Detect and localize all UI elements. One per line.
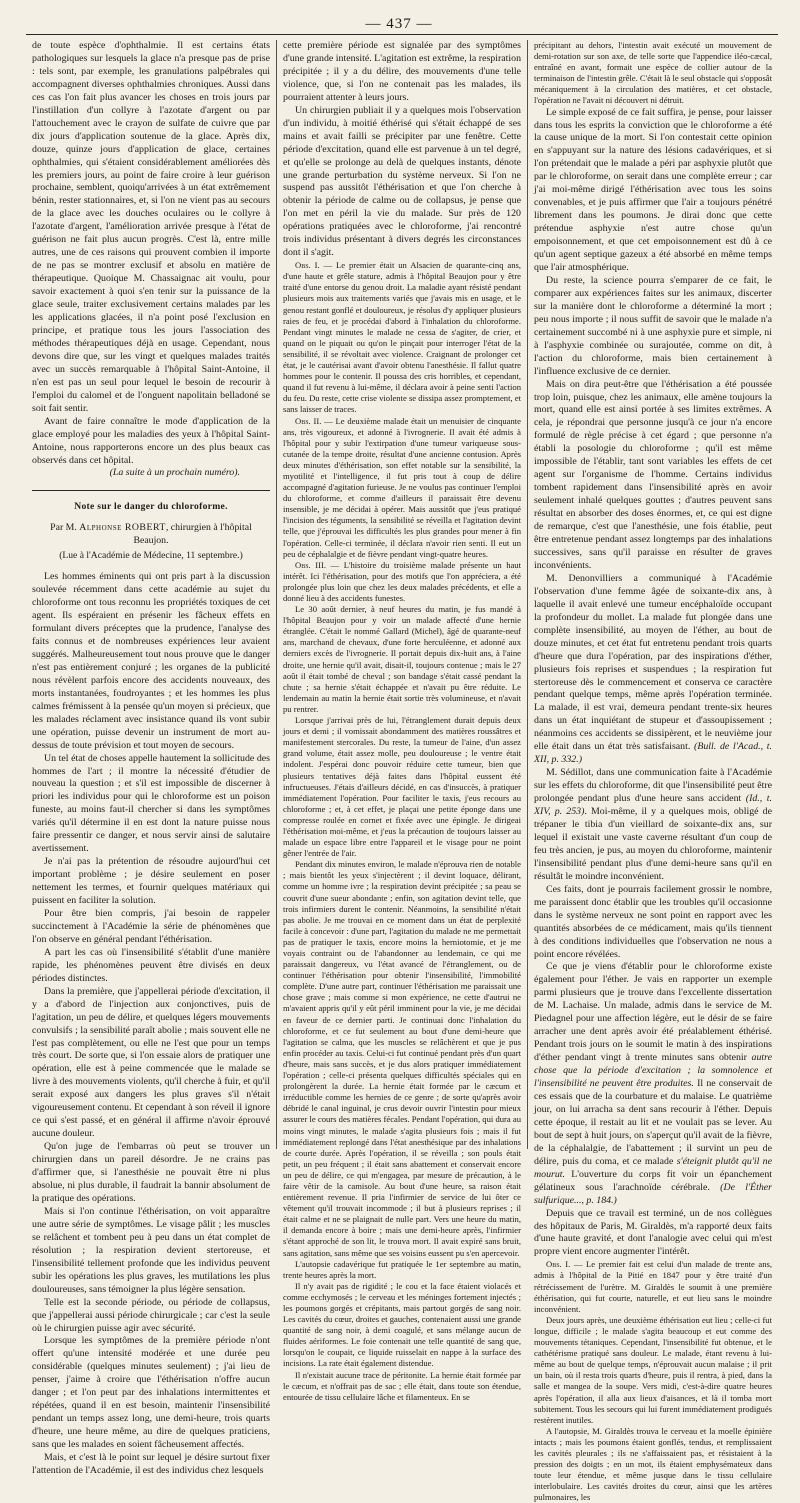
page-number: — 437 — [365,16,433,32]
paragraph: Je n'ai pas la prétention de résoudre aujourd'hui cet important problème ; je désire seulement en poser nettement les termes, et fournir quelques matériaux qui puissent en faciliter la solution. [32,856,270,907]
header-rule [26,34,778,35]
paragraph [534,961,772,1207]
paragraph: Le simple exposé de ce fait suffira, je pense, pour laisser dans tous les esprits la conviction que le chloroforme a été la cause unique de la mort. Si l'on contestait cette opinion en s'appuyant sur la nature des lésions cadavériques, et si l'on prétendait que le malade a péri par asphyxie plutôt que par le chloroforme, on serait dans une complète erreur ; car j'ai moi-même dirigé l'éthérisation avec tous les soins convenables, et je puis affirmer que l'air a toujours pénétré librement dans les poumons. Je dirai donc que cette prétendue asphyxie n'est autre chose qu'un empoisonnement, et que cet empoisonnement est dû à ce qu'un agent septique gazeux a été absorbé en même temps que l'air atmosphérique. [534,106,772,273]
observation-text: — Le premier était un Alsacien de quarante-cinq ans, d'une haute et grêle stature, admis à l'hôpital Beaujon pour y être traité d'une entorse du genou droit. La maladie ayant résisté pendant plusieurs mois aux traitements variés que j'avais mis en usage, et le genou restant gonflé et douloureux, je résolus d'y appliquer plusieurs raies de feu, et je procédai d'abord à l'inhalation du chloroforme. Pendant vingt minutes le malade ne cessa de s'agiter, de crier, et quand on le piquait ou qu'on le pinçait pour interroger l'état de la sensibilité, il se révoltait avec violence. Craignant de prolonger cet état, je le cautérisai avant d'avoir obtenu l'anesthésie. Il fallut quatre hommes pour le contenir. Il poussa des cris horribles, et cependant, quand il fut revenu à lui-même, il déclara avoir à peine senti l'action du feu. Du reste, cette crise violente se dissipa assez promptement, et sans laisser de traces. [283,260,521,415]
paragraph: Il n'existait aucune trace de péritonite. La hernie était formée par le cæcum, et n'offrait pas de sac ; elle était, dans toute son étendue, entourée de tissu cellulaire lâche et filamenteux. En se [283,1369,521,1402]
paragraph-text: Il ne conservait de ces essais que de la courbature et du malaise. Le quatrième jour, on lui arracha sa dent sans recourir à l'éther. Depuis cette époque, il restait au lit et ne voulait pas se lever. Au bout de sept à huit jours, on s'aperçut qu'il avait de la fièvre, de la céphalalgie, de l'abattement ; il survint un peu de délire, puis du coma, et ce malade [534,1078,772,1167]
paragraph: Mais si l'on continue l'éthérisation, on voit apparaître une autre série de symptômes. Le visage pâlit ; les muscles se relâchent et tombent peu à peu dans un état complet de résolution ; la respiration devient stertoreuse, et l'insensibilité tellement profonde que les individus peuvent subir les opérations les plus graves, les mutilations les plus douloureuses, sans témoigner la plus légère sensation. [32,1205,270,1295]
paragraph-text: Ce que je viens d'établir pour le chloroforme existe également pour l'éther. Je vais en rapporter un exemple parmi plusieurs que je trouve dans l'excellente dissertation de M. Lachaise. Un malade, admis dans le service de M. Piedagnel pour une affection légère, eut le désir de se faire arracher une dent après avoir été préalablement éthérisé. Pendant trois jours on le soumit le matin à des inspirations d'éther pendant vingt à trente minutes sans obtenir [534,961,772,1064]
paragraph: Pour être bien compris, j'ai besoin de rappeler succinctement à l'Académie la série de phénomènes que l'on observe en général pendant l'éthérisation. [32,908,270,945]
observation-heading: Obs. II. [295,415,322,426]
paragraph: L'autopsie cadavérique fut pratiquée le 1er septembre au matin, trente heures après la mort. [283,1258,521,1280]
paragraph: A part les cas où l'insensibilité s'établit d'une manière rapide, les phénomènes peuvent être divisés en deux périodes distinctes. [32,946,270,984]
observation [534,1259,772,1314]
continued-note: (La suite à un prochain numéro). [109,467,240,479]
observation-text: — Le premier fait est celui d'un malade de trente ans, admis à l'hôpital de la Pitié en 1847 pour y être traité d'un rétrécissement de l'urètre. M. Giraldès le soumit à une première éthérisation, qui fut courte, naturelle, et eut lieu sans le moindre inconvénient. [534,1259,772,1314]
paragraph: Ces faits, dont je pourrais facilement grossir le nombre, me paraissent donc établir que les troubles qu'il occasionne dans le système nerveux ne sont point en rapport avec les quantités absorbées de ce médicament, mais qu'ils tiennent à des conditions individuelles que l'observation ne nous a point encore révélées. [534,883,772,960]
paragraph: Depuis que ce travail est terminé, un de nos collègues des hôpitaux de Paris, M. Giraldès, m'a rapporté deux faits d'une haute gravité, et dont l'analogie avec celui qui m'est propre vient encore augmenter l'intérêt. [534,1207,772,1258]
reading-note: (Lue à l'Académie de Médecine, 11 septembre.) [59,550,243,562]
emphasis: s'éteignit plutôt qu'il ne mourut. [534,1155,773,1180]
paragraph: de toute espèce d'ophthalmie. Il est certains états pathologiques sur lesquels la glace n'a presque pas de prise : tels sont, par exemple, les granulations palpébrales qui accompagnent diverses ophthalmies chroniques. Aussi dans ces cas l'on fait plus avancer les choses en trois jours par l'instillation d'un collyre à l'azotate d'argent ou par l'attouchement avec le crayon de sulfate de cuivre que par dix jours d'application soutenue de la glace. Après dix, douze, quinze jours d'application de glace, certaines ophthalmies, qui s'étaient considérablement améliorées dès les premiers jours, au point de faire croire à leur guérison prochaine, semblent, quoiqu'arrivées à un état extrêmement bénin, rester stationnaires, et, si l'on ne vient pas au secours de la glace avec les douches oculaires ou le collyre à l'azotate d'argent, l'amélioration arrivée presque à l'état de guérison ne fait plus aucun progrès. C'est là, entre mille autres, une de ces raisons qui prouvent combien il importe de ne pas se montrer exclusif et absolu en matière de thérapeutique. Quoique M. Chassaignac ait voulu, pour savoir exactement à quoi s'en tenir sur la puissance de la glace seule, traiter exclusivement certains malades par les les applications glacées, il n'a point posé l'exclusion en principe, et pratique tous les jours l'association des méthodes thérapeutiques déjà en usage. Cependant, nous devons dire que, sur les vingt et quelques malades traités avec un succès remarquable à l'hôpital Saint-Antoine, il n'en est pas un seul pour lequel le besoin de recourir à l'emploi du calomel et de l'onguent napolitain belladoné se soit fait sentir. [32,40,270,414]
paragraph: Il n'y avait pas de rigidité ; le cou et la face étaient violacés et comme ecchymosés ; le cerveau et les méninges fortement injectés ; les poumons gorgés et crépitants, mais partout gorgés de sang noir. Les cavités du cœur, droites et gauches, contenaient aussi une grande quantité de sang noir, à demi coagulé, et sans mélange aucun de fluides aériformes. Le foie contenait une telle quantité de sang que, lorsqu'on le coupait, ce liquide ruisselait en nappe à la surface des incisions. La rate était également distendue. [283,1280,521,1369]
observation [283,260,521,415]
byline-prefix: Par M. [50,522,77,534]
paragraph: précipitant au dehors, l'intestin avait exécuté un mouvement de demi-rotation sur son axe, de telle sorte que l'appendice iléo-cæcal, entraîné en avant, formait une espèce de collier autour de la terminaison de l'intestin grêle. C'était là le seul obstacle qui s'opposât mécaniquement à la circulation des matières, et cet obstacle, l'opération ne l'avait ni découvert ni détruit. [534,40,772,106]
paragraph: Avant de faire connaître le mode d'application de la glace employé pour les maladies des yeux à l'hôpital Saint-Antoine, nous rapporterons encore un des plus beaux cas observés dans cet hôpital. [32,415,270,466]
paragraph: Un tel état de choses appelle hautement la sollicitude des hommes de l'art ; il montre la nécessité d'étudier de nouveau la question ; et s'il est impossible de discerner à priori les individus pour qui le chloroforme est un poison funeste, au moins faut-il chercher si dans les symptômes variés qu'il détermine il en est dont la nature puisse nous faire pressentir ce danger, et nous servir ainsi de salutaire avertissement. [32,752,270,855]
paragraph: Qu'on juge de l'embarras où peut se trouver un chirurgien dans un pareil désordre. Je ne crains pas d'affirmer que, si l'anesthésie ne pouvait être ni plus absolue, ni plus durable, il faudrait la bannir absolument de la pratique des opérations. [32,1141,270,1204]
paragraph: Mais, et c'est là le point sur lequel je désire surtout fixer l'attention de l'Académie, il est des individus chez lesquels [32,1452,270,1476]
paragraph: Deux jours après, une deuxième éthérisation eut lieu ; celle-ci fut longue, difficile ; le malade s'agita beaucoup et eut comme des mouvements tétaniques. Cependant, l'insensibilité fut obtenue, et le cathétérisme pratiqué sans douleur. Le malade, étant revenu à lui-même au bout de quelque temps, n'éprouvait aucun malaise ; il prit un bain, où il resta trois quarts d'heure, puis il rentra, à pied, dans la salle et mangea de la soupe. Vers midi, c'est-à-dire quatre heures après l'opération, il alla aux lieux d'aisances, et là il tomba mort subitement. Tous les secours qui lui furent immédiatement prodigués restèrent inutiles. [534,1314,772,1425]
column-left [26,40,276,1476]
paragraph: Le 30 août dernier, à neuf heures du matin, je fus mandé à l'hôpital Beaujon pour y voir un malade affecté d'une hernie étranglée. C'était le nommé Gallard (Michel), âgé de quarante-neuf ans, marchand de chevaux, d'une forte herculéenne, et adonné aux derniers excès de l'ivrognerie. Il portait depuis dix-huit ans, à l'aine droite, une hernie qu'il avait, disait-il, toujours contenue ; mais le 27 août il était tombé de cheval ; son bandage s'était cassé pendant la chute ; sa hernie s'était échappée et n'avait pu être réduite. Le lendemain au matin la hernie était sortie très volumineuse, et n'avait pu rentrer. [283,604,521,714]
paragraph-text: M. Denonvilliers a communiqué à l'Académie l'observation d'une femme âgée de soixante-dix ans, à laquelle il avait enlevé une tumeur encéphaloïde occupant la profondeur du mollet. La malade fut plongée dans une complète insensibilité, au moyen de l'éther, au bout de douze minutes, et cet état fut entretenu pendant trois quarts d'heure que dura l'opération, par des inspirations d'éther, plusieurs fois reprises et suspendues ; la respiration fut stertoreuse dès le commencement et conserva ce caractère pendant quelque temps, même après l'opération terminée. La malade, il est vrai, demeura pendant trente-six heures dans un état inquiétant de stupeur et d'assoupissement ; néanmoins ces accidents se dissipèrent, et le neuvième jour elle était dans un état très satisfaisant. [534,572,772,753]
citation: (Bull. de l'Acad., t. XII, p. 332.) [534,741,772,766]
author-name: Alphonse ROBERT [79,522,166,534]
byline-suffix: , chirurgien à l'hôpital Beaujon. [133,522,252,547]
observation [283,416,521,560]
paragraph: Mais on dira peut-être que l'éthérisation a été poussée trop loin, puisque, chez les animaux, elle amène toujours la mort, quand elle est ainsi portée à ses limites extrêmes. A cela, je répondrai que personne jusqu'à ce jour n'a encore formulé de règle précise à cet égard ; que personne n'a établi la posologie du chloroforme ; qu'il est même impossible de l'établir, tant sont variables les effets de cet agent sur l'organisme de l'homme. Certains individus tombent rapidement dans l'insensibilité après en avoir seulement inhalé quelques gouttes ; d'autres peuvent sans résultat en absorber des doses énormes, et, ce qui est digne de remarque, c'est que l'anesthésie, une fois établie, peut être entretenue pendant assez longtemps par des inhalations successives, sans qu'il paraisse en résulter de graves inconvénients. [534,378,772,571]
paragraph-text: . Moi-même, il y a quelques mois, obligé de trépaner le tibia d'un vieillard de soixante-dix ans, sur lequel il existait une vaste caverne résultant d'un coup de feu très ancien, je pus, au moyen du chloroforme, maintenir l'insensibilité pendant plus d'une demi-heure sans qu'il en résultât le moindre inconvénient. [534,806,773,882]
observation-heading: Obs. III. [295,559,326,570]
paragraph: A l'autopsie, M. Giraldès trouva le cerveau et la moelle épinière intacts ; mais les poumons étaient gonflés, tendus, et remplissaient les cavités pleurales ; ils ne s'affaissaient pas, et résistaient à la pression des doigts ; en un mot, ils étaient emphysémateux dans toute leur étendue, et même jusque dans le tissu cellulaire interlobulaire. Les cavités droites du cœur, ainsi que les artères pulmonaires, les [534,1425,772,1503]
paragraph: Lorsque les symptômes de la première période n'ont offert qu'une intensité modérée et une durée peu considérable (quelques minutes seulement) ; j'ai lieu de penser, j'aime à croire que l'éthérisation n'offre aucun danger ; et l'on peut par des inhalations intermittentes et répétées, quand il en est besoin, maintenir l'insensibilité pendant un temps assez long, une demi-heure, trois quarts d'heure, une heure même, au dire de quelques praticiens, sans que les malades en soient fâcheusement affectés. [32,1335,270,1451]
paragraph: Du reste, la science pourra s'emparer de ce fait, le comparer aux expériences faites sur les animaux, discerter sur la manière dont le chloroforme a déterminé la mort ; peu nous importe ; il nous suffit de savoir que le malade n'a certainement succombé ni à une asphyxie pure et simple, ni à l'asphyxie combinée ou surajoutée, comme on dit, à l'action du chloroforme, mais bien certainement à l'influence exclusive de ce dernier. [534,274,772,377]
paragraph-text: L'ouverture du corps fit voir un épanchement gélatineux sous l'arachnoïde cérébrale. [534,1168,772,1193]
column-middle [276,40,527,1402]
emphasis: autre chose que la période d'excitation ; la somnolence et l'insensibilité ne peuvent être produites. [534,1052,773,1090]
paragraph: cette première période est signalée par des symptômes d'une grande intensité. L'agitation est extrême, la respiration précipitée ; il y a du délire, des mouvements d'une telle violence, que, si l'on ne contenait pas les malades, ils pourraient attenter à leurs jours. [283,40,522,103]
paragraph: Un chirurgien publiait il y a quelques mois l'observation d'un individu, à moitié éthérisé qui s'était échappé de ses mains et avait failli se précipiter par une fenêtre. Cette période d'excitation, quand elle est parvenue à un tel degré, et qu'elle se prolonge au delà de quelques instants, dénote une grande perturbation du système nerveux. Si l'on ne suspend pas aussitôt l'éthérisation et que l'on cherche à obtenir la période de calme ou de collapsus, je pense que l'on met en péril la vie du malade. Sur près de 120 opérations pratiquées avec le chloroforme, j'ai rencontré trois individus présentant à divers degrés les circonstances dont il s'agit. [283,104,521,259]
paragraph [534,767,772,884]
observation-text: — L'histoire du troisième malade présente un haut intérêt. Ici l'éthérisation, pour des motifs que l'on appréciera, a été prolongée plus loin que chez les deux malades précédents, et elle a donné lieu à des accidents funestes. [283,559,521,604]
text-columns [26,40,778,1503]
byline [32,522,270,548]
citation: (De l'Éther sulfurique..., p. 184.) [534,1181,772,1206]
paragraph: Telle est la seconde période, ou période de collapsus, que j'appellerai aussi période chirurgicale ; car c'est la seule où le chirurgien puisse agir avec sécurité. [32,1296,270,1334]
paragraph: Les hommes éminents qui ont pris part à la discussion soulevée récemment dans cette académie au sujet du chloroforme ont tous reconnu les propriétés toxiques de cet agent. Ils espéraient en présenir les fâcheux effets en formulant divers préceptes que la prudence, l'analyse des faits connus et de nombreuses expériences leur avaient suggérés. Malheureusement tout nous prouve que le danger n'est pas entièrement conjuré ; les organes de la publicité nous révèlent parfois encore des accidents nouveaux, des morts instantanées, foudroyantes ; et les hommes les plus calmes frémissent à la pensée qu'un moyen si précieux, que les malades réclament avec insistance quand ils vont subir une opération, puisse devenir un instrument de mort au-dessus de toute prévision et tout moyen de secours. [32,571,270,751]
citation: (Id., t. XIV, p. 253) [534,793,773,818]
paragraph-text: M. Sédillot, dans une communication faite à l'Académie sur les effets du chloroforme, dit que l'insensibilité peut être prolongée pendant plus d'une heure sans accident [534,767,772,805]
paragraph: Lorsque j'arrivai près de lui, l'étranglement durait depuis deux jours et demi ; il vomissait abondamment des matières roussâtres et manifestement stercorales. Du reste, la tumeur de l'aine, d'un assez grand volume, était assez molle, peu douloureuse ; le ventre était indolent. J'espérai donc pouvoir réduire cette tumeur, bien que plusieurs tentatives déjà faites dans l'hôpital eussent été infructueuses. J'étais d'ailleurs décidé, en cas d'insuccès, à pratiquer immédiatement l'opération. Pour faciliter le taxis, j'eus recours au chloroforme ; et, à cet effet, je plaçai une petite éponge dans une compresse roulée en cornet et fixée avec une épingle. Je dirigeai l'éthérisation moi-même, et j'eus la précaution de toujours laisser au malade un espace libre entre l'appareil et le visage pour ne point gêner l'entrée de l'air. [283,715,521,859]
observation [283,560,521,604]
observation-heading: Obs. I. [546,1259,571,1270]
article-title: Note sur le danger du chloroforme. [32,490,270,514]
paragraph [534,573,772,767]
paragraph: Pendant dix minutes environ, le malade n'éprouva rien de notable ; mais bientôt les yeux s'injectèrent ; il devint loquace, délirant, comme un homme ivre ; la respiration devint précipitée ; sa peau se couvrit d'une sueur abondante ; enfin, son agitation devint telle, que trois infirmiers durent le contenir. Néanmoins, la sensibilité n'était pas abolie. Je me trouvai en ce moment dans un état de perplexité facile à concevoir : d'une part, l'agitation du malade ne me permettait pas de pratiquer le taxis, encore moins la herniotomie, et je me voyais contraint ou de l'abandonner au lendemain, ce qui me paraissait dangereux, vu l'état avancé de l'étranglement, ou de continuer l'éthérisation pour obtenir l'insensibilité, l'immobilité complète. D'une autre part, continuer l'éthérisation me paraissait une chose grave ; mais comme si mon expérience, ne cette d'autrui ne m'avaient appris qu'il y eût péril imminent pour la vie, je me décidai en faveur de ce dernier parti. Je continuai donc l'inhalation du chloroforme, et ce fut seulement au bout d'une demi-heure que l'agitation se calma, que les muscles se relâchèrent et que je pus enfin procéder au taxis. Celui-ci fut continué pendant près d'un quart d'heure, mais sans succès, et je dus alors pratiquer immédiatement l'opération ; celle-ci présenta quelques difficultés spéciales qui en prolongèrent la durée. La hernie était formée par le cæcum et irréductible comme les hernies de ce genre ; de sorte qu'après avoir débridé le canal inguinal, je crus devoir ouvrir l'intestin pour mieux assurer le cours des matières fécales. Pendant l'opération, qui dura au moins vingt minutes, le malade s'agita plusieurs fois ; mais il fut immédiatement replongé dans l'état anesthésique par des inhalations de courte durée. Après l'opération, il se réveilla ; son pouls était petit, un peu fréquent ; il était sans abattement et conservait encore un peu de délire, ce qui m'engagea, par mesure de précaution, à le faire vêtir de la camisole. Au bout d'une heure, sa raison était entièrement revenue. Il pria l'infirmier de service de lui ôter ce vêtement qu'il trouvait incommode ; il but à plusieurs reprises ; il était calme et ne se plaignait de nulle part. Vers une heure du matin, il demanda encore à boire ; mais une demi-heure après, l'infirmier s'étant approché de son lit, le trouva mort. Il avait expiré sans bruit, sans agitation, sans même que ses voisins eussent pu s'en apercevoir. [283,859,521,1258]
observation-text: — Le deuxième malade était un menuisier de cinquante ans, très vigoureux, et adonné à l'ivrognerie. Il avait été admis à l'hôpital pour y subir l'extirpation d'une tumeur variqueuse sous-cutanée de la tempe droite, résultat d'une ancienne contusion. Après deux minutes d'éthérisation, son effet notable sur la sensibilité, la myotilité et l'intelligence, il fut pris tout à coup de délire accompagné d'agitation furieuse. Je ne voulus pas continuer l'emploi du chloroforme, et comme d'ailleurs il paraissait être devenu insensible, je me décidai à opérer. Mais aussitôt que j'eus pratiqué l'incision des téguments, la sensibilité se réveilla et l'agitation devint telle, que j'éprouvai les difficultés les plus grandes pour mener à fin l'opération. Celle-ci terminée, il déclara n'avoir rien senti. Il eut un peu de céphalalgie et de fièvre pendant vingt-quatre heures. [283,415,521,559]
observation-heading: Obs. I. [295,260,320,271]
column-right [527,40,778,1503]
paragraph: Dans la première, que j'appellerai période d'excitation, il y a d'abord de l'injection aux conjonctives, puis de l'agitation, un peu de délire, et quelques légers mouvements convulsifs ; la sensibilité paraît abolie ; mais souvent elle ne l'est pas complètement, ou elle ne l'est que pour un temps très court. De sorte que, si l'on essaie alors de pratiquer une opération, elle est à peine commencée que le malade se livre à des mouvements violents, qu'il cherche à fuir, et qu'il serait exposé aux dangers les plus graves s'il n'était vigoureusement contenu. Et cependant à son réveil il ignore ce qui s'est passé, et en général il affirme n'avoir éprouvé aucune douleur. [32,985,270,1140]
